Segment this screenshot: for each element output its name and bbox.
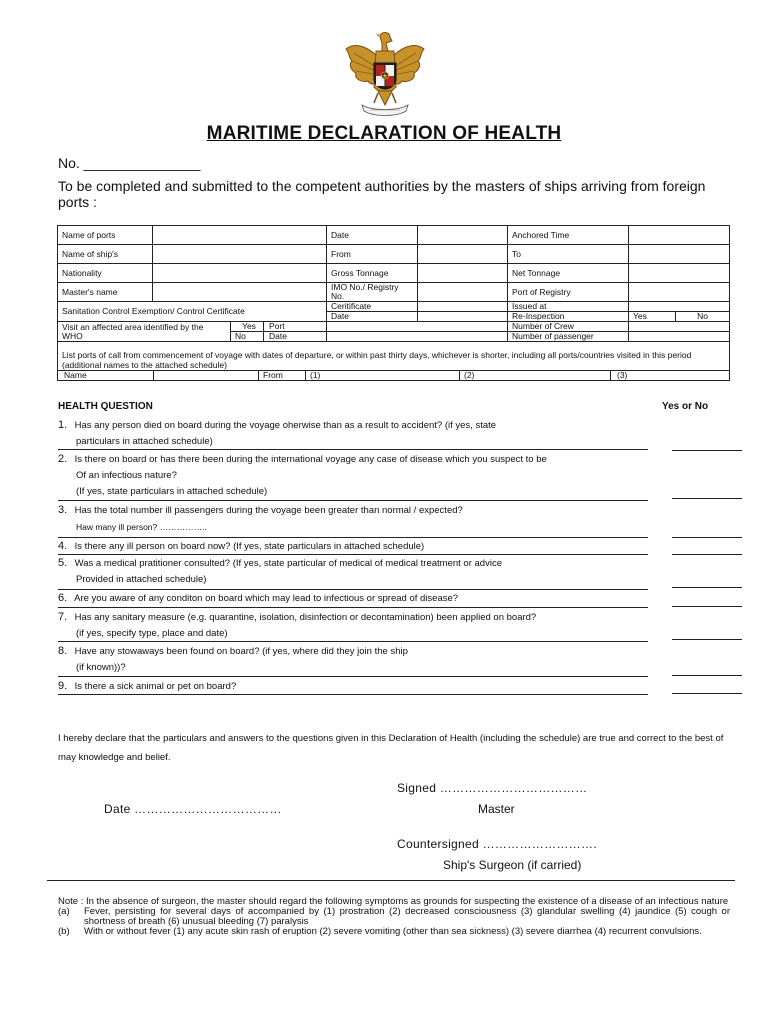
field-number-of-passenger[interactable] xyxy=(629,332,730,342)
question-9 xyxy=(58,678,648,695)
question-number: 6. xyxy=(58,592,68,604)
question-divider xyxy=(58,449,648,450)
label-nationality: Nationality xyxy=(58,264,153,283)
question-continuation-2: (If yes, state particulars in attached schedule) xyxy=(76,486,268,497)
answer-line-9[interactable] xyxy=(672,693,742,694)
answer-line-6[interactable] xyxy=(672,606,742,607)
note-item-b xyxy=(58,927,730,937)
question-divider xyxy=(58,641,648,642)
label-port-date: Date xyxy=(263,332,287,342)
question-text: Is there on board or has there been during the international voyage any case of disease which you suspect to be xyxy=(74,454,547,465)
label-port-of-registry: Port of Registry xyxy=(508,283,629,302)
field-net-tonnage[interactable] xyxy=(629,264,730,283)
answer-line-3[interactable] xyxy=(672,537,742,538)
label-port: Port xyxy=(263,322,285,332)
question-divider xyxy=(58,500,648,501)
question-divider xyxy=(58,607,648,608)
field-nationality[interactable] xyxy=(153,264,327,283)
label-sanitation-certificate: Sanitation Control Exemption/ Control Certificate xyxy=(58,302,327,322)
label-name-of-ports: Name of ports xyxy=(58,226,153,245)
label-from: From xyxy=(327,245,418,264)
question-3 xyxy=(58,502,648,535)
question-4 xyxy=(58,538,648,555)
option-reinspection-no[interactable]: No xyxy=(676,312,730,322)
question-number: 1. xyxy=(58,419,68,431)
question-text: Has any person died on board during the voyage oherwise than as a result to accident? (if yes, state xyxy=(74,420,497,431)
label-gross-tonnage: Gross Tonnage xyxy=(327,264,418,283)
health-question-heading: HEALTH QUESTION xyxy=(58,401,153,412)
question-continuation: Haw many ill person? …………….. xyxy=(76,522,207,532)
option-who-yes-label: Yes xyxy=(242,321,256,331)
question-number: 8. xyxy=(58,645,68,657)
note-divider xyxy=(47,880,735,881)
label-certificate: Ceritificate xyxy=(327,302,418,312)
question-1 xyxy=(58,417,648,450)
yes-or-no-heading: Yes or No xyxy=(662,401,709,412)
label-date: Date xyxy=(327,226,418,245)
question-text: Have any stowaways been found on board? (if yes, where did they join the ship xyxy=(74,646,408,657)
field-imo-no[interactable] xyxy=(418,283,508,302)
answer-line-4[interactable] xyxy=(672,554,742,555)
option-reinspection-yes[interactable]: Yes xyxy=(629,312,676,322)
field-certificate-date[interactable] xyxy=(418,312,508,322)
label-issued-at: Issued at xyxy=(508,302,629,312)
field-issued-at[interactable] xyxy=(629,302,730,312)
question-text: Is there a sick animal or pet on board? xyxy=(74,681,237,692)
field-certificate[interactable] xyxy=(418,302,508,312)
field-name-of-ship[interactable] xyxy=(153,245,327,264)
ports-of-call-row[interactable] xyxy=(58,371,730,381)
label-reinspection: Re-Inspection xyxy=(508,312,629,322)
note-item-label: (b) xyxy=(58,926,70,937)
note-item-text: Fever, persisting for several days of accompanied by (1) prostration (2) decreased consciousness (3) glandular swelling (4) jaundice (5) cough or shortness of breath (6) unusual bleeding (7) paralysis xyxy=(84,906,730,927)
question-continuation: Provided in attached schedule) xyxy=(76,574,207,585)
label-net-tonnage: Net Tonnage xyxy=(508,264,629,283)
field-from[interactable] xyxy=(418,245,508,264)
field-masters-name[interactable] xyxy=(153,283,327,302)
question-divider xyxy=(58,694,648,695)
question-continuation: (if yes, specify type, place and date) xyxy=(76,628,228,639)
question-divider xyxy=(58,676,648,677)
question-text: Is there any ill person on board now? (If yes, state particulars in attached schedule) xyxy=(74,541,425,552)
field-name-of-ports[interactable] xyxy=(153,226,327,245)
intro-text: To be completed and submitted to the competent authorities by the masters of ships arriving from foreign ports : xyxy=(58,178,706,210)
field-port-of-registry[interactable] xyxy=(629,283,730,302)
label-imo-no: IMO No./ Registry No. xyxy=(327,283,418,302)
ship-details-table xyxy=(57,225,730,381)
question-continuation: (if known))? xyxy=(76,662,126,673)
question-number: 2. xyxy=(58,453,68,465)
question-continuation: Of an infectious nature? xyxy=(76,470,177,481)
option-who-no-label: No xyxy=(235,331,246,341)
document-title: MARITIME DECLARATION OF HEALTH xyxy=(206,123,562,144)
question-text: Was a medical pratitioner consulted? (If yes, state particular of medical of medical treatment or advice xyxy=(74,558,502,569)
question-text: Has any sanitary measure (e.g. quarantine, isolation, disinfection or decontamination) been applied on board? xyxy=(74,612,537,623)
label-to: To xyxy=(508,245,629,264)
answer-line-2[interactable] xyxy=(672,498,742,499)
option-who-no[interactable] xyxy=(231,332,327,342)
note-item-label: (a) xyxy=(58,906,70,917)
field-port[interactable] xyxy=(327,322,508,332)
question-5 xyxy=(58,555,648,588)
label-anchored-time: Anchored Time xyxy=(508,226,629,245)
field-number-of-crew[interactable] xyxy=(629,322,730,332)
answer-line-1[interactable] xyxy=(672,450,742,451)
label-visit-who: Visit an affected area identified by the WHO xyxy=(58,322,231,342)
field-gross-tonnage[interactable] xyxy=(418,264,508,283)
field-port-3[interactable]: (3) xyxy=(617,370,628,380)
declaration-text: I hereby declare that the particulars and answers to the questions given in this Declaration of Health (including the schedule) are true and correct to the best of may knowledge and belief. xyxy=(58,733,724,763)
field-anchored-time[interactable] xyxy=(629,226,730,245)
question-text: Are you aware of any conditon on board which may lead to infectious or spread of disease? xyxy=(74,593,459,604)
note-item-a xyxy=(58,907,730,927)
answer-line-7[interactable] xyxy=(672,639,742,640)
label-certificate-date: Date xyxy=(327,312,418,322)
note-item-text: With or without fever (1) any acute skin rash of eruption (2) severe vomiting (other than sea sickness) (3) severe diarrhea (4) recurrent convulsions. xyxy=(84,926,702,937)
field-port-2[interactable]: (2) xyxy=(460,371,611,380)
countersigned-line[interactable]: Countersigned ………………………. xyxy=(397,837,597,851)
field-port-date[interactable] xyxy=(327,332,508,342)
question-number: 9. xyxy=(58,680,68,692)
label-number-of-crew: Number of Crew xyxy=(508,322,629,332)
label-name-of-ship: Name of ship's xyxy=(58,245,153,264)
label-number-of-passenger: Number of passenger xyxy=(508,332,629,342)
label-from-ports: From xyxy=(259,371,306,380)
answer-line-8[interactable] xyxy=(672,675,742,676)
question-number: 5. xyxy=(58,557,68,569)
signed-line[interactable]: Signed ……………………………… xyxy=(397,781,588,795)
question-number: 3. xyxy=(58,504,68,516)
question-2 xyxy=(58,451,648,500)
question-number: 7. xyxy=(58,611,68,623)
answer-line-5[interactable] xyxy=(672,587,742,588)
question-text: Has the total number ill passengers during the voyage been greater than normal / expected? xyxy=(74,505,463,516)
garuda-emblem-icon xyxy=(340,27,430,119)
document-number[interactable]: No. _______________ xyxy=(58,155,201,171)
note-section xyxy=(58,897,730,937)
label-masters-name: Master's name xyxy=(58,283,153,302)
question-7 xyxy=(58,609,648,642)
field-date[interactable] xyxy=(418,226,508,245)
date-line[interactable]: Date ……………………………… xyxy=(104,802,282,816)
option-who-yes[interactable] xyxy=(231,322,327,332)
label-name: Name xyxy=(58,371,154,380)
field-port-name[interactable] xyxy=(154,371,259,380)
field-port-1[interactable]: (1) xyxy=(306,371,460,380)
note-intro: Note : In the absence of surgeon, the master should regard the following symptoms as grounds for suspecting the existence of a disease of an infectious nature xyxy=(58,896,729,907)
question-number: 4. xyxy=(58,540,68,552)
surgeon-label: Ship's Surgeon (if carried) xyxy=(443,858,582,872)
field-to[interactable] xyxy=(629,245,730,264)
list-ports-instructions: List ports of call from commencement of voyage with dates of departure, or within past thirty days, whichever is shorter, including all ports/countries visited in this period (additional names to the attached schedule) xyxy=(58,342,730,371)
master-label: Master xyxy=(478,802,515,816)
question-6 xyxy=(58,590,648,607)
question-8 xyxy=(58,643,648,676)
question-continuation: particulars in attached schedule) xyxy=(76,436,213,447)
